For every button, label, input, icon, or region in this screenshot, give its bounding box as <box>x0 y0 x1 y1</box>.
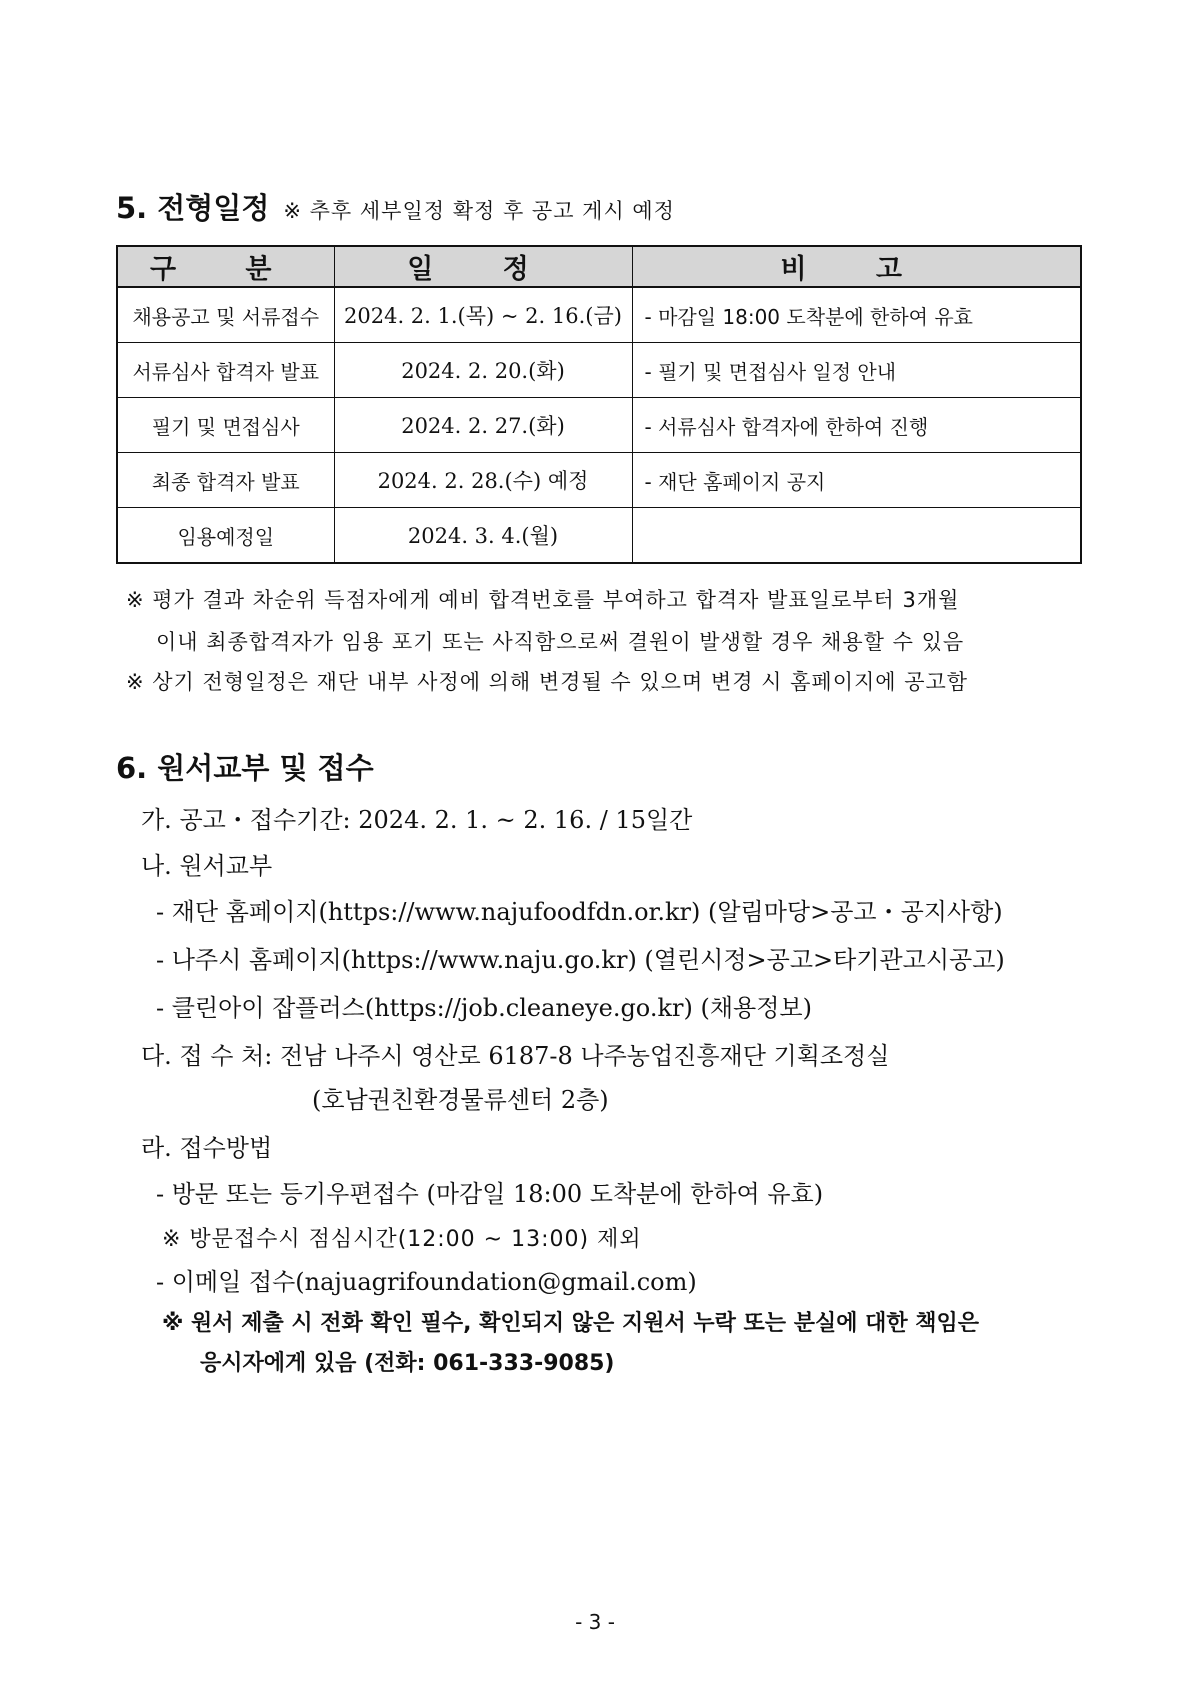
row-remarks: - 마감일 18:00 도착분에 한하여 유효 <box>632 287 1081 343</box>
row-category: 최종 합격자 발표 <box>117 453 334 508</box>
schedule-table <box>116 245 1082 564</box>
na-item-cleaneye: - 클린아이 잡플러스(https://job.cleaneye.go.kr) (채용정보) <box>156 994 812 1022</box>
header-schedule: 일 정 <box>334 246 632 287</box>
table-row <box>117 398 1081 453</box>
header-category: 구 분 <box>117 246 334 287</box>
row-remarks: - 서류심사 합격자에 한하여 진행 <box>632 398 1081 453</box>
section-5-title: 5. 전형일정 <box>116 191 270 225</box>
row-schedule: 2024. 2. 28.(수) 예정 <box>334 453 632 508</box>
warning-line-2: 응시자에게 있음 (전화: 061-333-9085) <box>200 1351 615 1376</box>
row-remarks <box>632 508 1081 564</box>
row-category: 서류심사 합격자 발표 <box>117 343 334 398</box>
note-reserve-1: ※ 평가 결과 차순위 득점자에게 예비 합격번호를 부여하고 합격자 발표일로부터 3개월 <box>126 588 960 612</box>
na-item-foundation: - 재단 홈페이지(https://www.najufoodfdn.or.kr) (알림마당>공고・공지사항) <box>156 898 1003 926</box>
table-row <box>117 287 1081 343</box>
page-number: - 3 - <box>575 1610 615 1634</box>
row-category: 채용공고 및 서류접수 <box>117 287 334 343</box>
na-item-city: - 나주시 홈페이지(https://www.naju.go.kr) (열린시정>공고>타기관고시공고) <box>156 946 1005 974</box>
row-remarks: - 재단 홈페이지 공지 <box>632 453 1081 508</box>
item-da-continued: (호남권친환경물류센터 2층) <box>312 1086 609 1114</box>
row-schedule: 2024. 2. 27.(화) <box>334 398 632 453</box>
note-reserve-2: 이내 최종합격자가 임용 포기 또는 사직함으로써 결원이 발생할 경우 채용할 수 있음 <box>156 630 965 654</box>
row-remarks: - 필기 및 면접심사 일정 안내 <box>632 343 1081 398</box>
note-schedule-change: ※ 상기 전형일정은 재단 내부 사정에 의해 변경될 수 있으며 변경 시 홈페이지에 공고함 <box>126 670 969 694</box>
row-category: 임용예정일 <box>117 508 334 564</box>
row-category: 필기 및 면접심사 <box>117 398 334 453</box>
section-5-note: ※ 추후 세부일정 확정 후 공고 게시 예정 <box>283 199 675 223</box>
ra-item-email: - 이메일 접수(najuagrifoundation@gmail.com) <box>156 1268 697 1296</box>
row-schedule: 2024. 3. 4.(월) <box>334 508 632 564</box>
row-schedule: 2024. 2. 20.(화) <box>334 343 632 398</box>
item-ra: 라. 접수방법 <box>141 1134 273 1162</box>
table-row <box>117 508 1081 564</box>
ra-item-lunch-note: ※ 방문접수시 점심시간(12:00 ~ 13:00) 제외 <box>162 1227 642 1252</box>
table-row <box>117 453 1081 508</box>
item-na: 나. 원서교부 <box>141 852 273 880</box>
item-da: 다. 접 수 처: 전남 나주시 영산로 6187-8 나주농업진흥재단 기획조정실 <box>141 1042 890 1070</box>
warning-line-1: ※ 원서 제출 시 전화 확인 필수, 확인되지 않은 지원서 누락 또는 분실에 대한 책임은 <box>162 1311 980 1336</box>
item-ga: 가. 공고・접수기간: 2024. 2. 1. ~ 2. 16. / 15일간 <box>141 806 693 834</box>
ra-item-visit: - 방문 또는 등기우편접수 (마감일 18:00 도착분에 한하여 유효) <box>156 1180 824 1208</box>
row-schedule: 2024. 2. 1.(목) ~ 2. 16.(금) <box>334 287 632 343</box>
header-remarks: 비 고 <box>632 246 1081 287</box>
table-row <box>117 343 1081 398</box>
table-header-row <box>117 246 1081 287</box>
section-6-title: 6. 원서교부 및 접수 <box>116 751 374 785</box>
section-5-heading <box>116 186 675 227</box>
